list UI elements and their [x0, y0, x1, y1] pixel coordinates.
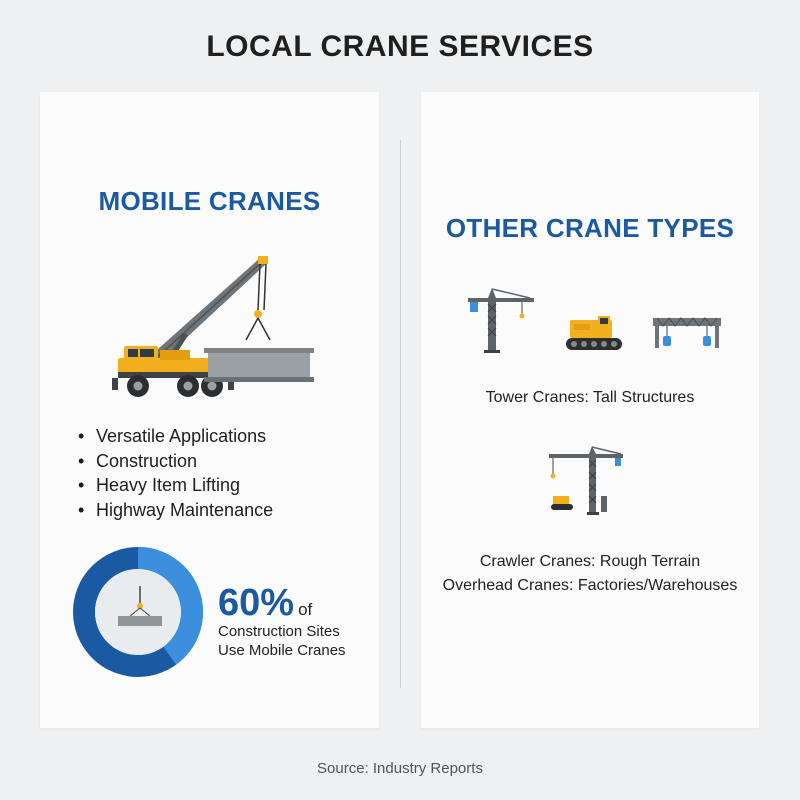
overhead-crane-icon	[653, 314, 721, 354]
source-note: Source: Industry Reports	[317, 760, 483, 777]
stat-percent: 60%	[218, 582, 295, 624]
crawler-crane-icon	[564, 316, 624, 354]
mobile-cranes-panel	[40, 92, 379, 728]
mobile-crane-icon	[108, 250, 368, 410]
stat-line-2: Use Mobile Cranes	[218, 642, 346, 659]
tower-crane-icon	[466, 288, 536, 354]
overhead-cranes-caption: Overhead Cranes: Factories/Warehouses	[442, 577, 738, 594]
donut-chart	[68, 542, 208, 682]
tower-crane-group-icon	[547, 446, 637, 518]
mobile-cranes-heading: MOBILE CRANES	[98, 186, 321, 216]
tower-cranes-caption: Tower Cranes: Tall Structures	[485, 389, 695, 406]
crawler-cranes-caption: Crawler Cranes: Rough Terrain	[479, 553, 701, 570]
stat-line-1: Construction Sites	[218, 623, 340, 640]
stat-of: of	[298, 600, 313, 619]
page-title: LOCAL CRANE SERVICES	[206, 30, 594, 63]
steel-beam-icon	[204, 348, 314, 382]
mobile-crane-uses-list	[78, 424, 273, 522]
panel-divider	[400, 140, 401, 688]
list-item: • Construction	[78, 449, 273, 474]
stat-value	[218, 582, 312, 625]
other-crane-types-heading: OTHER CRANE TYPES	[445, 213, 735, 243]
list-item: • Heavy Item Lifting	[78, 473, 273, 498]
list-item: • Versatile Applications	[78, 424, 273, 449]
list-item: • Highway Maintenance	[78, 498, 273, 523]
other-crane-types-panel	[421, 92, 759, 728]
stat-description	[218, 622, 368, 660]
